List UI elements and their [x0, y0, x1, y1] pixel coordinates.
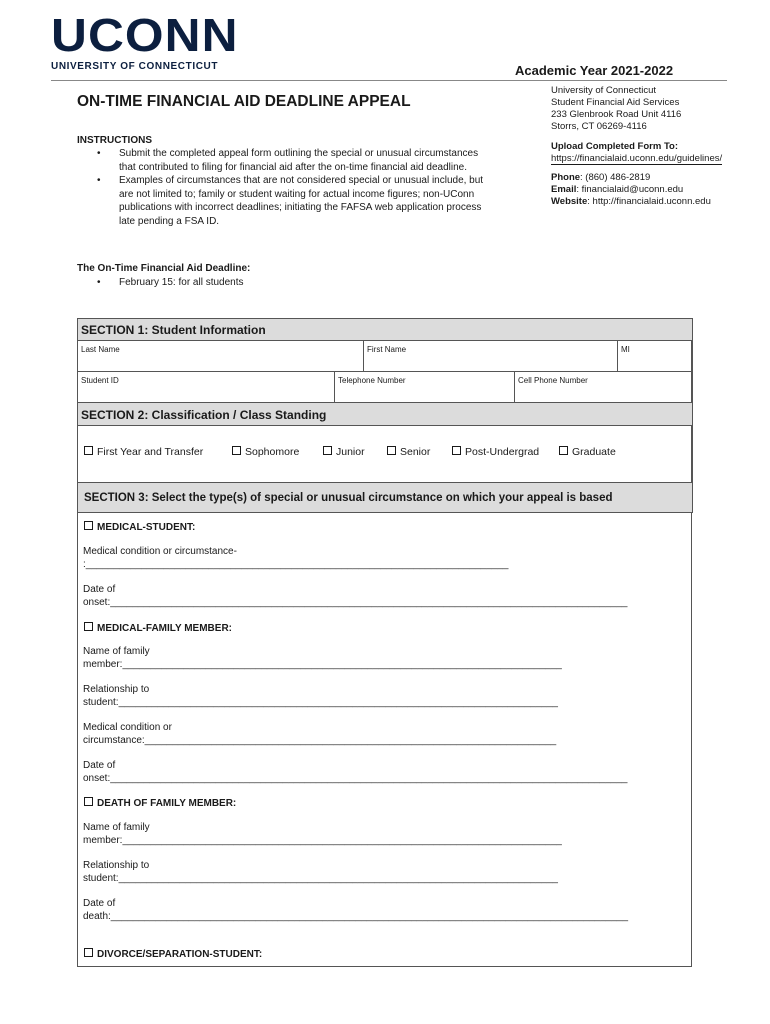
academic-year: Academic Year 2021-2022 — [515, 63, 674, 78]
checkbox-icon[interactable] — [84, 948, 93, 957]
header-divider — [51, 80, 727, 81]
option-label: Post-Undergrad — [465, 446, 540, 458]
last-name-label: Last Name — [81, 345, 120, 354]
field-line: member:_______________________________________________________________________________ — [83, 658, 562, 670]
checkbox-icon[interactable] — [387, 446, 396, 455]
medical-student-heading: MEDICAL-STUDENT: — [97, 522, 196, 533]
deceased-relationship-field[interactable] — [83, 860, 558, 885]
contact-info — [551, 172, 711, 208]
telephone-field[interactable] — [334, 371, 515, 403]
option-senior[interactable] — [387, 446, 430, 458]
website-line — [551, 196, 711, 208]
instruction-item: • Submit the completed appeal form outlining the special or unusual circumstances that contributed to filing for financial aid after the on-time financial aid deadline. — [77, 147, 497, 174]
first-name-field[interactable] — [363, 340, 618, 372]
family-member-name-field[interactable] — [83, 646, 562, 671]
mi-field[interactable] — [617, 340, 693, 372]
option-label: Senior — [400, 446, 431, 458]
section1-title: SECTION 1: Student Information — [81, 323, 266, 337]
section2-title: SECTION 2: Classification / Class Standing — [81, 408, 327, 422]
option-first-year[interactable] — [84, 446, 203, 458]
medical-student-option[interactable] — [84, 521, 195, 533]
field-line: :____________________________________________________________________________ — [83, 558, 509, 570]
field-label: Name of family — [83, 822, 150, 833]
student-id-field[interactable] — [77, 371, 335, 403]
field-line: onset:_____________________________________________________________________________________________ — [83, 772, 628, 784]
field-label: Relationship to — [83, 684, 150, 695]
field-line: onset:_____________________________________________________________________________________________ — [83, 596, 628, 608]
checkbox-icon[interactable] — [559, 446, 568, 455]
upload-link[interactable]: https://financialaid.uconn.edu/guidelines/ — [551, 153, 723, 164]
field-line: student:_______________________________________________________________________________ — [83, 872, 558, 884]
mi-label: MI — [621, 345, 630, 354]
checkbox-icon[interactable] — [452, 446, 461, 455]
student-id-label: Student ID — [81, 376, 119, 385]
field-line: member:_______________________________________________________________________________ — [83, 834, 562, 846]
instructions-list — [77, 147, 497, 229]
family-onset-field[interactable] — [83, 760, 627, 785]
upload-heading: Upload Completed Form To: — [551, 141, 679, 152]
option-label: Junior — [336, 446, 365, 458]
checkbox-icon[interactable] — [84, 797, 93, 806]
cell-phone-label: Cell Phone Number — [518, 376, 588, 385]
divorce-option[interactable] — [84, 948, 262, 960]
field-label: Medical condition or circumstance- — [83, 546, 237, 557]
logo-subtitle: UNIVERSITY OF CONNECTICUT — [51, 61, 219, 72]
option-sophomore[interactable] — [232, 446, 299, 458]
family-condition-field[interactable] — [83, 722, 556, 747]
first-name-label: First Name — [367, 345, 407, 354]
section3-title: SECTION 3: Select the type(s) of special or unusual circumstance on which your appeal is based — [84, 492, 613, 504]
option-junior[interactable] — [323, 446, 365, 458]
checkbox-icon[interactable] — [84, 521, 93, 530]
website-value[interactable]: : http://financialaid.uconn.edu — [587, 196, 711, 207]
option-label: First Year and Transfer — [97, 446, 204, 458]
address-line: 233 Glenbrook Road Unit 4116 — [551, 109, 682, 120]
divorce-heading: DIVORCE/SEPARATION-STUDENT: — [97, 949, 263, 960]
field-line: student:_______________________________________________________________________________ — [83, 696, 558, 708]
instructions-heading: INSTRUCTIONS — [77, 135, 152, 146]
section2-header — [77, 402, 693, 426]
option-label: Sophomore — [245, 446, 300, 458]
section3-header — [77, 482, 693, 513]
phone-label: Phone — [551, 172, 581, 183]
medical-family-heading: MEDICAL-FAMILY MEMBER: — [97, 623, 232, 634]
mailing-address — [551, 85, 681, 133]
page-title: ON-TIME FINANCIAL AID DEADLINE APPEAL — [77, 93, 411, 110]
onset-date-field[interactable] — [83, 584, 627, 609]
deadline-item: • February 15: for all students — [77, 276, 377, 290]
instruction-item: • Examples of circumstances that are not considered special or unusual include, but are not limited to; family or student waiting for actual income figures; non-UConn publications with incorrect deadlines; initiating the FAFSA web application process late pending a FSA ID. — [77, 174, 497, 228]
field-label: Date of — [83, 898, 116, 909]
checkbox-icon[interactable] — [84, 622, 93, 631]
email-line — [551, 184, 711, 196]
last-name-field[interactable] — [77, 340, 364, 372]
option-post-undergrad[interactable] — [452, 446, 539, 458]
death-family-option[interactable] — [84, 797, 236, 809]
field-label: Date of — [83, 584, 116, 595]
address-line: Student Financial Aid Services — [551, 97, 680, 108]
section1-header — [77, 318, 693, 341]
email-value[interactable]: : financialaid@uconn.edu — [576, 184, 684, 195]
address-line: University of Connecticut — [551, 85, 657, 96]
deceased-name-field[interactable] — [83, 822, 562, 847]
field-line: circumstance:__________________________________________________________________________ — [83, 734, 557, 746]
deadline-list — [77, 276, 377, 290]
field-line: death:_____________________________________________________________________________________________ — [83, 910, 629, 922]
checkbox-icon[interactable] — [84, 446, 93, 455]
field-label: Date of — [83, 760, 116, 771]
uconn-logo: UCONN — [51, 9, 239, 61]
medical-condition-field[interactable] — [83, 546, 508, 571]
checkbox-icon[interactable] — [323, 446, 332, 455]
death-family-heading: DEATH OF FAMILY MEMBER: — [97, 798, 237, 809]
telephone-label: Telephone Number — [338, 376, 406, 385]
relationship-field[interactable] — [83, 684, 558, 709]
email-label: Email — [551, 184, 577, 195]
field-label: Medical condition or — [83, 722, 172, 733]
field-label: Relationship to — [83, 860, 150, 871]
medical-family-option[interactable] — [84, 622, 232, 634]
death-date-field[interactable] — [83, 898, 628, 923]
address-line: Storrs, CT 06269-4116 — [551, 121, 647, 132]
checkbox-icon[interactable] — [232, 446, 241, 455]
phone-line — [551, 172, 711, 184]
option-label: Graduate — [572, 446, 616, 458]
deadline-heading: The On-Time Financial Aid Deadline: — [77, 263, 251, 274]
cell-phone-field[interactable] — [514, 371, 693, 403]
option-graduate[interactable] — [559, 446, 616, 458]
website-label: Website — [551, 196, 588, 207]
phone-value: : (860) 486-2819 — [580, 172, 651, 183]
field-label: Name of family — [83, 646, 150, 657]
